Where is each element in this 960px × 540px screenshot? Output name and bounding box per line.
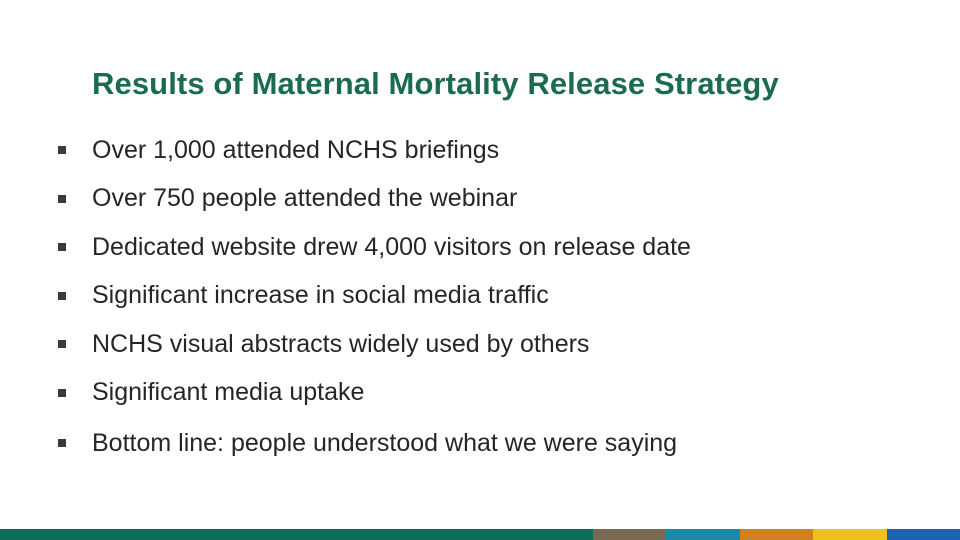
- footer-segment-green: [0, 529, 593, 540]
- footer-segment-orange: [740, 529, 813, 540]
- square-bullet-icon: [58, 146, 66, 154]
- footer-segment-teal: [666, 529, 740, 540]
- bullet-text: Significant media uptake: [92, 378, 365, 407]
- bullet-text: Over 750 people attended the webinar: [92, 184, 518, 213]
- bullet-text: Over 1,000 attended NCHS briefings: [92, 135, 500, 164]
- footer-color-bar: [0, 529, 960, 540]
- square-bullet-icon: [58, 439, 66, 447]
- footer-segment-yellow: [813, 529, 887, 540]
- footer-segment-blue: [887, 529, 960, 540]
- square-bullet-icon: [58, 340, 66, 348]
- slide-title: Results of Maternal Mortality Release Strategy: [92, 66, 779, 101]
- bullet-text: Bottom line: people understood what we were saying: [92, 428, 678, 457]
- bullet-text: Dedicated website drew 4,000 visitors on release date: [92, 232, 691, 261]
- square-bullet-icon: [58, 292, 66, 300]
- square-bullet-icon: [58, 389, 66, 397]
- footer-segment-taupe: [593, 529, 666, 540]
- square-bullet-icon: [58, 195, 66, 203]
- bullet-text: Significant increase in social media traffic: [92, 281, 549, 310]
- square-bullet-icon: [58, 243, 66, 251]
- bullet-text: NCHS visual abstracts widely used by others: [92, 329, 590, 358]
